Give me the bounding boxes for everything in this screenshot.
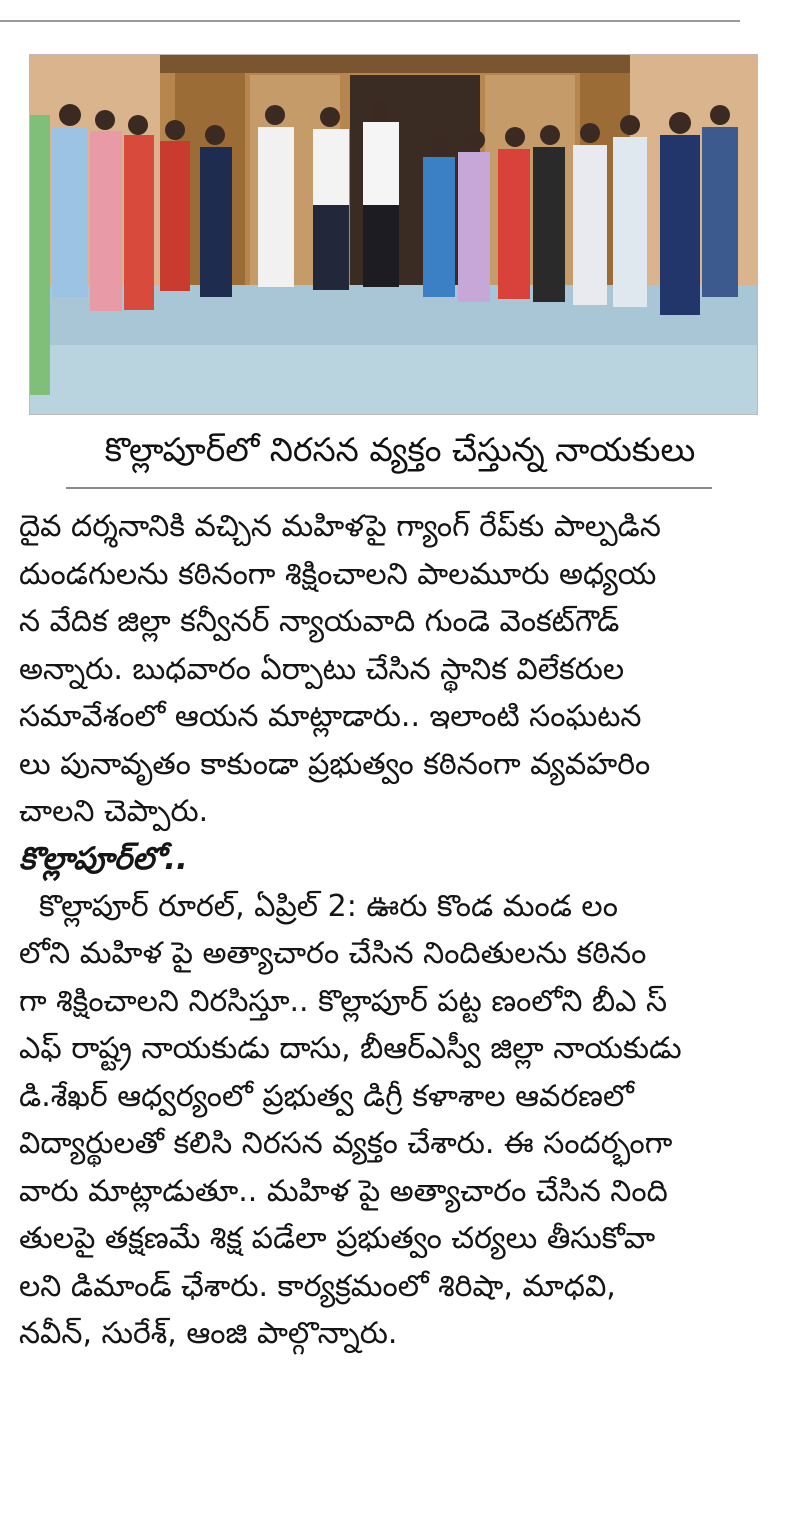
top-divider <box>0 20 740 22</box>
article-line: గా శిక్షించాలని నిరసిస్తూ.. కొల్లాపూర్ పట్ట ణంలోని బీఎ స్ <box>19 983 668 1019</box>
article-line: తులపై తక్షణమే శిక్ష పడేలా ప్రభుత్వం చర్యలు తీసుకోవా <box>19 1221 656 1256</box>
article-line: సమావేశంలో ఆయన మాట్లాడారు.. ఇలాంటి సంఘటన <box>19 699 642 734</box>
caption-divider <box>66 487 712 489</box>
article-line: డి.శేఖర్ ఆధ్వర్యంలో ప్రభుత్వ డిగ్రీ కళాశాల ఆవరణలో <box>19 1078 634 1114</box>
photo-illustration <box>30 55 757 414</box>
protest-photo <box>29 54 758 415</box>
article-line: లు పునావృతం కాకుండా ప్రభుత్వం కఠినంగా వ్యవహరిం <box>19 746 651 782</box>
article-line: విద్యార్థులతో కలిసి నిరసన వ్యక్తం చేశారు. ఈ సందర్భంగా <box>19 1126 673 1161</box>
article-line: ఎఫ్ రాష్ట్ర నాయకుడు దాసు, బీఆర్ఎస్వీ జిల్లా నాయకుడు <box>19 1031 682 1066</box>
article-line: న వేదిక జిల్లా కన్వీనర్ న్యాయవాది గుండె వెంకట్‌గౌడ్ <box>19 604 620 639</box>
article-line: వారు మాట్లాడుతూ.. మహిళ పై అత్యాచారం చేసిన నింది <box>19 1173 668 1209</box>
article-line: దైవ దర్శనానికి వచ్చిన మహిళపై గ్యాంగ్ రేప్‌కు పాల్పడిన <box>19 509 661 544</box>
article-line: లని డిమాండ్ ఛేశారు. కార్యక్రమంలో శిరిషా, మాధవి, <box>19 1268 616 1304</box>
article-line: కొల్లాపూర్ రూరల్, ఏప్రిల్ 2: ఊరు కొండ మండ లం <box>39 888 618 924</box>
article-line: అన్నారు. బుధవారం ఏర్పాటు చేసిన స్థానిక విలేకరుల <box>19 651 625 687</box>
article-line: నవీన్, సురేశ్, ఆంజి పాల్గొన్నారు. <box>19 1316 398 1351</box>
article-line: చాలని చెప్పారు. <box>19 794 209 829</box>
article-line: లోని మహిళ పై అత్యాచారం చేసిన నిందితులను కఠినం <box>19 936 647 971</box>
photo-caption: కొల్లాపూర్‌లో నిరసన వ్యక్తం చేస్తున్న నాయకులు <box>104 430 696 469</box>
article-line: దుండగులను కఠినంగా శిక్షించాలని పాలమూరు అధ్యయ <box>19 556 657 592</box>
article-subheading: కొల్లాపూర్‌లో.. <box>19 840 188 877</box>
article-body <box>19 503 779 1358</box>
